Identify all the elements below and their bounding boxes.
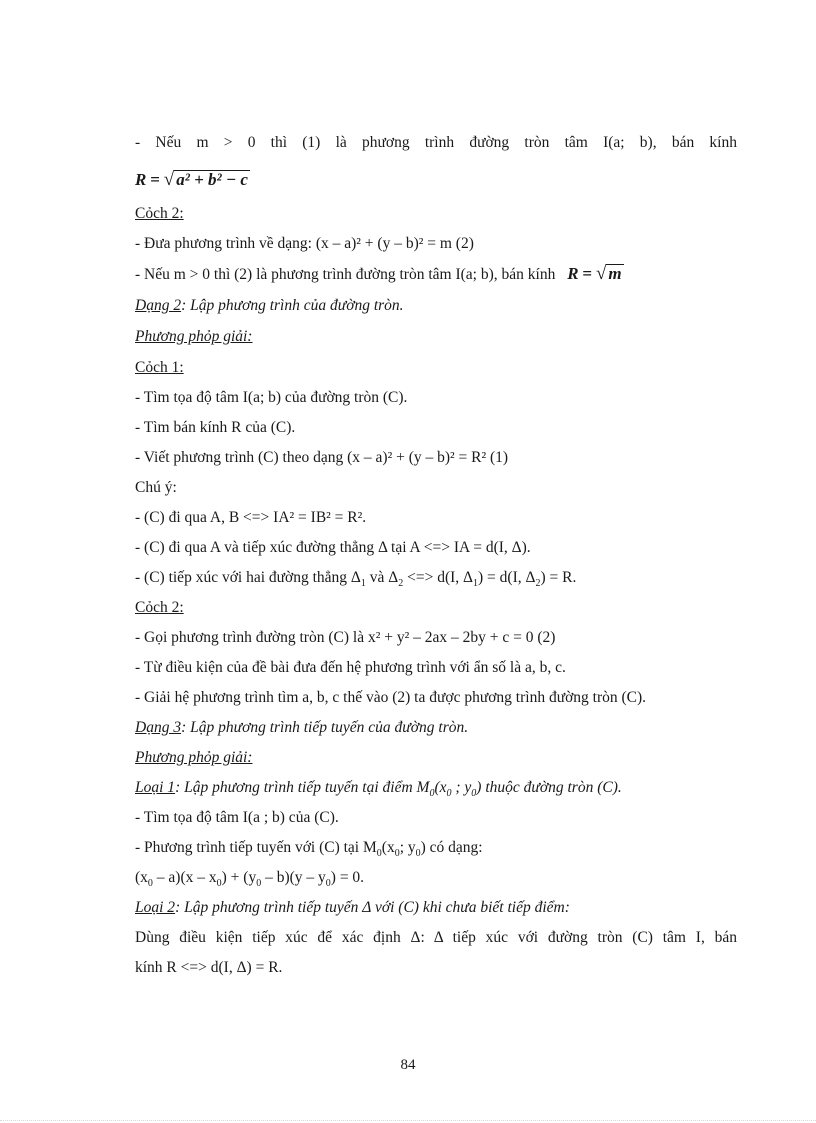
sqrt-expression [596, 264, 624, 284]
subscript: 1 [473, 578, 479, 590]
subscript: 0 [415, 848, 421, 860]
subsection-heading [135, 778, 737, 804]
formula-r: R [567, 264, 579, 283]
text-line: - Giải hệ phương trình tìm a, b, c thế vào (2) ta được phương trình đường tròn (C). [135, 689, 647, 706]
text-line: - Gọi phương trình đường tròn (C) là x² + y² – 2ax – 2by + c = 0 (2) [135, 629, 556, 646]
radicand: m [608, 264, 622, 283]
text-segment: (x [381, 839, 395, 856]
text-line: - Tìm tọa độ tâm I(a; b) của đường tròn (C). [135, 389, 408, 406]
text-line: - Viết phương trình (C) theo dạng (x – a)² + (y – b)² = R² (1) [135, 449, 509, 466]
text-segment: và Δ [365, 569, 399, 586]
text-line: Dùng điều kiện tiếp xúc để xác định Δ: Δ tiếp xúc với đường tròn (C) tâm I, bán [135, 929, 737, 946]
formula-r: R [135, 170, 147, 189]
text-line: - Nếu m > 0 thì (1) là phương trình đường tròn tâm I(a; b), bán kính [135, 134, 737, 151]
text-segment: - Phương trình tiếp tuyến với (C) tại M [135, 839, 377, 856]
text-segment: ) = 0. [330, 869, 365, 886]
method-heading: Cỏch 2: [135, 599, 184, 616]
subscript: 0 [256, 878, 262, 890]
text-line: kính R <=> d(I, Δ) = R. [135, 959, 283, 976]
section-label: Dạng 3 [135, 719, 182, 736]
text-segment: ) thuộc đường tròn (C). [476, 779, 622, 796]
text-segment: <=> d(I, Δ [403, 569, 474, 586]
note-heading: Chú ý: [135, 479, 177, 496]
text-segment: ; y [399, 839, 416, 856]
subsection-label: Loại 2 [135, 899, 176, 916]
subscript: 0 [394, 848, 400, 860]
footer-divider [0, 1120, 816, 1121]
text-segment: - (C) tiếp xúc với hai đường thẳng Δ [135, 569, 361, 586]
subscript: 0 [325, 878, 331, 890]
text-line: - (C) đi qua A và tiếp xúc đường thẳng Δ tại A <=> IA = d(I, Δ). [135, 539, 531, 556]
text-segment: ) có dạng: [420, 839, 483, 856]
section-title: : Lập phương trình tiếp tuyến của đường tròn. [181, 719, 469, 736]
text-segment: ) + (y [221, 869, 257, 886]
formula-equals: = [150, 170, 160, 189]
method-heading: Phương phỏp giải: [135, 328, 253, 345]
text-segment: ) = d(I, Δ [478, 569, 536, 586]
text-line: - Đưa phương trình về dạng: (x – a)² + (y – b)² = m (2) [135, 235, 474, 252]
subscript: 0 [147, 878, 153, 890]
text-segment: ; y [451, 779, 472, 796]
subscript: 0 [216, 878, 222, 890]
text-line [135, 868, 737, 894]
text-line: - Tìm bán kính R của (C). [135, 419, 296, 436]
subscript: 2 [535, 578, 541, 590]
subscript: 1 [360, 578, 366, 590]
method-heading: Cỏch 2: [135, 205, 184, 222]
section-heading [135, 296, 737, 316]
subscript: 0 [429, 788, 435, 800]
text-segment: – b)(y – y [261, 869, 326, 886]
text-line [135, 838, 737, 864]
text-line [135, 568, 737, 594]
radicand: a² + b² − c [176, 170, 248, 189]
text-segment: (x [434, 779, 447, 796]
text-segment: (x [135, 869, 148, 886]
subscript: 0 [376, 848, 382, 860]
subsection-label: Loại 1 [135, 779, 176, 796]
subsection-heading [135, 898, 737, 918]
sqrt-expression [164, 170, 250, 190]
section-label: Dạng 2 [135, 297, 182, 314]
method-heading: Cỏch 1: [135, 359, 184, 376]
text-line [135, 264, 737, 285]
text-line: - Từ điều kiện của đề bài đưa đến hệ phương trình với ẩn số là a, b, c. [135, 659, 566, 676]
section-heading [135, 718, 737, 738]
sqrt-icon: √ [595, 263, 607, 284]
text-segment: : Lập phương trình tiếp tuyến Δ với (C) khi chưa biết tiếp điểm: [175, 899, 570, 916]
text-segment: – a)(x – x [152, 869, 217, 886]
method-heading: Phương phỏp giải: [135, 749, 253, 766]
text-line: - (C) đi qua A, B <=> IA² = IB² = R². [135, 509, 367, 526]
text-segment: : Lập phương trình tiếp tuyến tại điểm M [175, 779, 430, 796]
formula-equals: = [582, 264, 593, 283]
sqrt-icon: √ [163, 169, 175, 190]
text-line: - Tìm tọa độ tâm I(a ; b) của (C). [135, 809, 339, 826]
subscript: 2 [398, 578, 404, 590]
text-segment: ) = R. [540, 569, 577, 586]
subscript: 0 [446, 788, 452, 800]
subscript: 0 [471, 788, 477, 800]
radius-formula [135, 170, 737, 191]
page-number: 84 [400, 1057, 416, 1073]
text-segment: - Nếu m > 0 thì (2) là phương trình đường tròn tâm I(a; b), bán kính [135, 266, 556, 283]
section-title: : Lập phương trình của đường tròn. [181, 297, 404, 314]
